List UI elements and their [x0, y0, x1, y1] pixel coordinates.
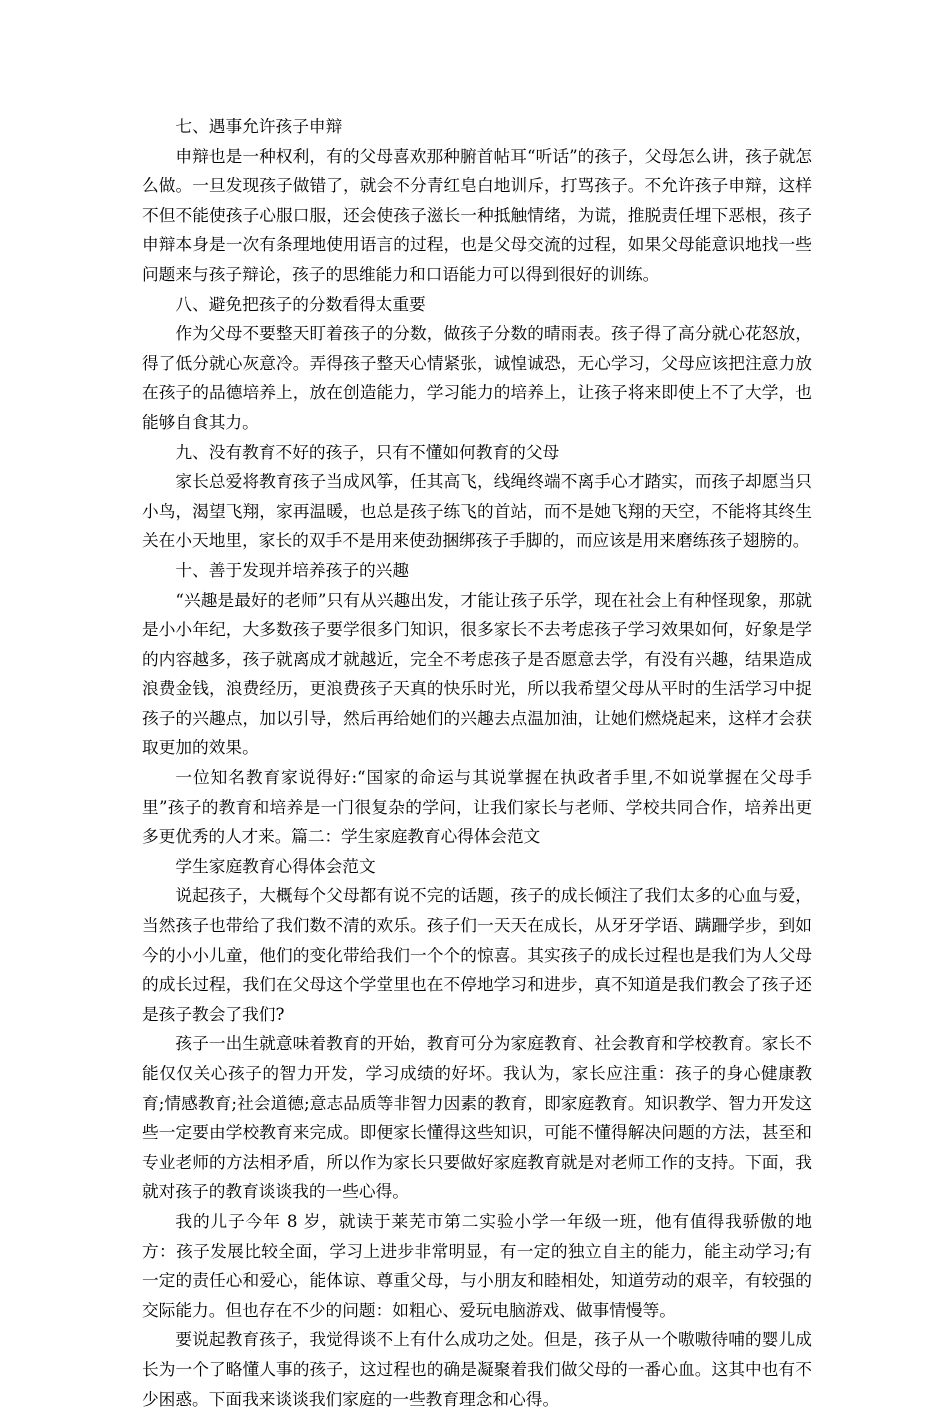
paragraph: 孩子一出生就意味着教育的开始，教育可分为家庭教育、社会教育和学校教育。家长不能仅仅关心孩子的智力开发，学习成绩的好坏。我认为，家长应注重：孩子的身心健康教育;情感教育;社会道德;意志品质等非智力因素的教育，即家庭教育。知识教学、智力开发这些一定要由学校教育来完成。即便家长懂得这些知识，可能不懂得解决问题的方法，甚至和专业老师的方法相矛盾，所以作为家长只要做好家庭教育就是对老师工作的支持。下面，我就对孩子的教育谈谈我的一些心得。: [142, 1033, 812, 1202]
paragraph: 要说起教育孩子，我觉得谈不上有什么成功之处。但是，孩子从一个嗷嗷待哺的婴儿成长为一个了略懂人事的孩子，这过程也的确是凝聚着我们做父母的一番心血。这其中也有不少困惑。下面我来谈谈我们家庭的一些教育理念和心得。: [142, 1329, 812, 1409]
document-body: [142, 112, 812, 1414]
paragraph: 作为父母不要整天盯着孩子的分数，做孩子分数的晴雨表。孩子得了高分就心花怒放，得了低分就心灰意冷。弄得孩子整天心情紧张，诚惶诚恐，无心学习，父母应该把注意力放在孩子的品德培养上，放在创造能力，学习能力的培养上，让孩子将来即使上不了大学，也能够自食其力。: [142, 323, 812, 432]
article-title: 学生家庭教育心得体会范文: [175, 855, 376, 876]
paragraph: 一位知名教育家说得好:“国家的命运与其说掌握在执政者手里,不如说掌握在父母手里”孩子的教育和培养是一门很复杂的学问，让我们家长与老师、学校共同合作，培养出更多更优秀的人才来。篇二：学生家庭教育心得体会范文: [142, 767, 812, 847]
paragraph: 家长总爱将教育孩子当成风筝，任其高飞，线绳终端不离手心才踏实，而孩子却愿当只小鸟，渴望飞翔，家再温暖，也总是孩子练飞的首站，而不是她飞翔的天空，不能将其终生关在小天地里，家长的双手不是用来使劲捆绑孩子手脚的，而应该是用来磨练孩子翅膀的。: [142, 471, 812, 551]
paragraph: “兴趣是最好的老师”只有从兴趣出发，才能让孩子乐学，现在社会上有种怪现象，那就是小小年纪，大多数孩子要学很多门知识，很多家长不去考虑孩子学习效果如何，好象是学的内容越多，孩子就离成才就越近，完全不考虑孩子是否愿意去学，有没有兴趣，结果造成浪费金钱，浪费经历，更浪费孩子天真的快乐时光，所以我希望父母从平时的生活学习中捉孩子的兴趣点，加以引导，然后再给她们的兴趣去点温加油，让她们燃烧起来，这样才会获取更加的效果。: [142, 589, 812, 758]
paragraph: 我的儿子今年 8 岁，就读于莱芜市第二实验小学一年级一班，他有值得我骄傲的地方：孩子发展比较全面，学习上进步非常明显，有一定的独立自主的能力，能主动学习;有一定的责任心和爱心，能体谅、尊重父母，与小朋友和睦相处，知道劳动的艰辛，有较强的交际能力。但也存在不少的问题：如粗心、爱玩电脑游戏、做事情慢等。: [142, 1210, 812, 1320]
section-heading-7: 七、遇事允许孩子申辩: [175, 116, 343, 136]
section-heading-9: 九、没有教育不好的孩子，只有不懂如何教育的父母: [175, 441, 560, 462]
paragraph: 说起孩子，大概每个父母都有说不完的话题，孩子的成长倾注了我们太多的心血与爱，当然孩子也带给了我们数不清的欢乐。孩子们一天天在成长，从牙牙学语、蹒跚学步，到如今的小小儿童，他们的变化带给我们一个个的惊喜。其实孩子的成长过程也是我们为人父母的成长过程，我们在父母这个学堂里也在不停地学习和进步，真不知道是我们教会了孩子还是孩子教会了我们?: [142, 885, 812, 1024]
section-heading-8: 八、避免把孩子的分数看得太重要: [175, 293, 426, 314]
paragraph: 申辩也是一种权利，有的父母喜欢那种腑首帖耳“听话”的孩子，父母怎么讲，孩子就怎么做。一旦发现孩子做错了，就会不分青红皂白地训斥，打骂孩子。不允许孩子申辩，这样不但不能使孩子心服口服，还会使孩子滋长一种抵触情绪，为谎，推脱责任埋下恶根，孩子申辩本身是一次有条理地使用语言的过程，也是父母交流的过程，如果父母能意识地找一些问题来与孩子辩论，孩子的思维能力和口语能力可以得到很好的训练。: [142, 145, 812, 284]
section-heading-10: 十、善于发现并培养孩子的兴趣: [175, 559, 410, 580]
